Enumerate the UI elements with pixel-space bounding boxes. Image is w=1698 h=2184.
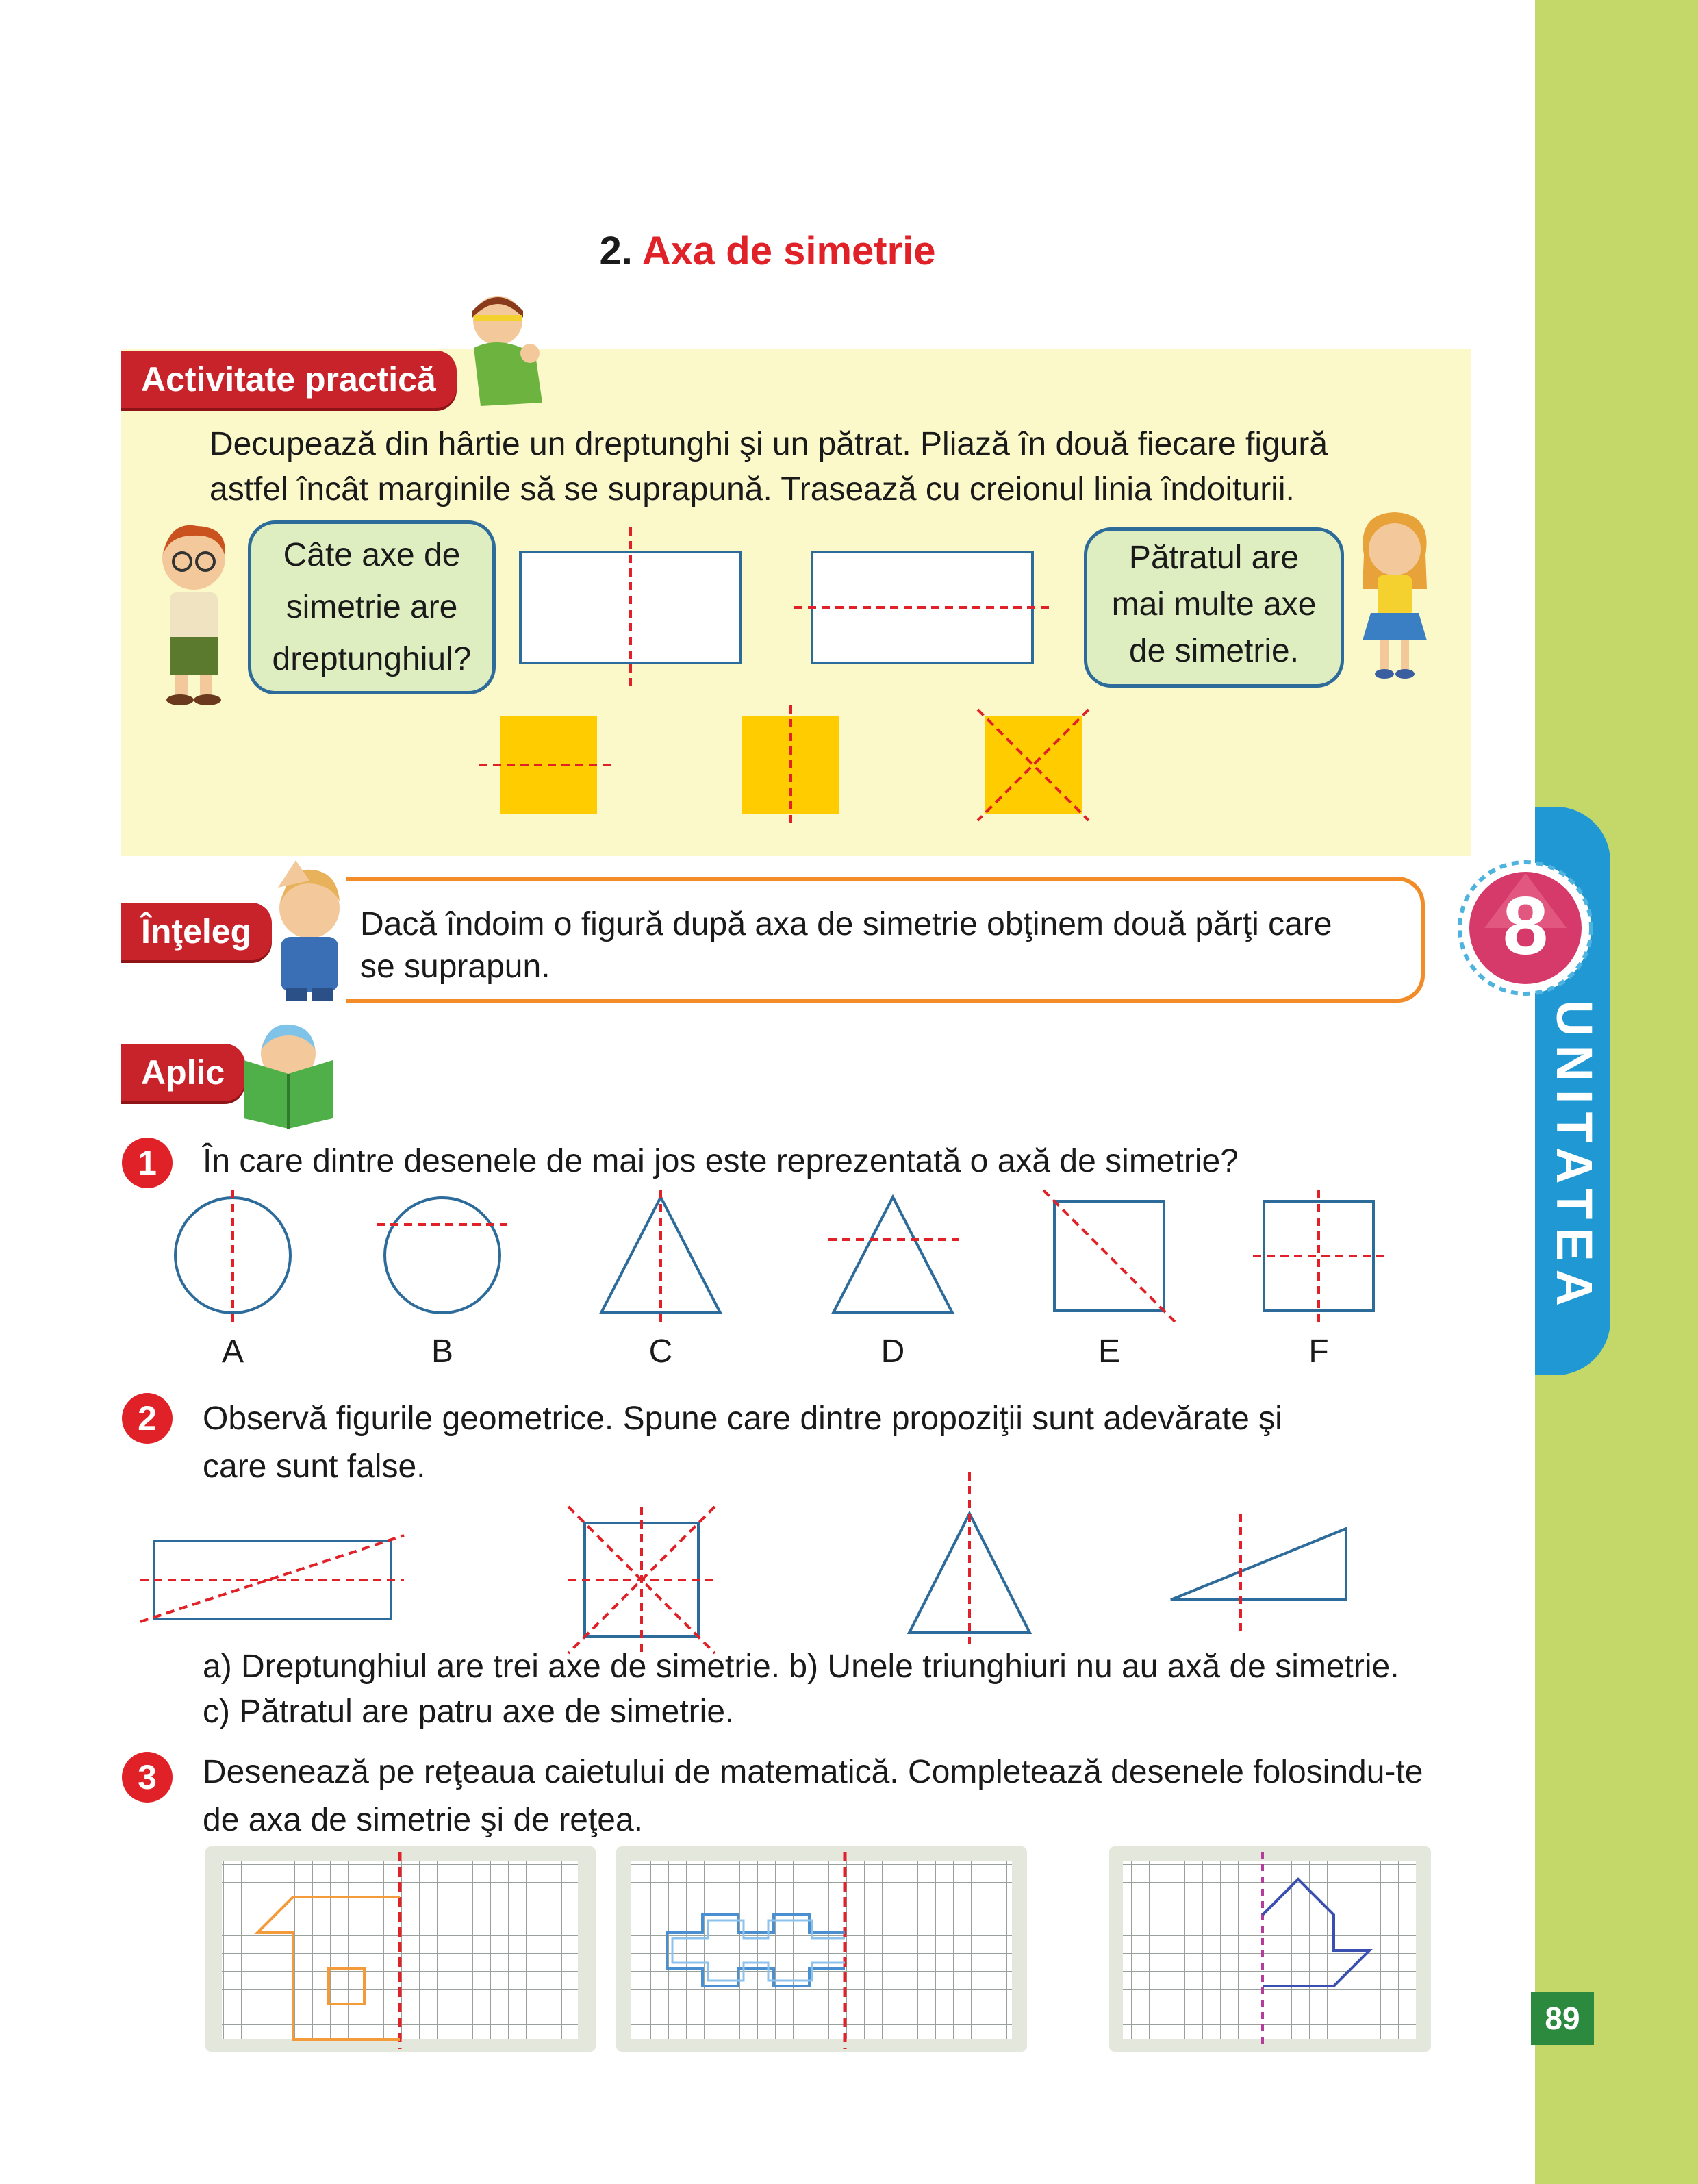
page-number: 89 xyxy=(1531,1992,1594,2045)
label-f: F xyxy=(1308,1333,1329,1370)
exercise-2-statement-2: c) Pătratul are patru axe de simetrie. xyxy=(203,1694,735,1730)
grid-3 xyxy=(1109,1846,1431,2052)
bubble-right-line-3: de simetrie. xyxy=(1128,633,1300,669)
bubble-left-line-2: simetrie are xyxy=(286,589,458,625)
girl-illustration xyxy=(460,293,549,416)
activity-line-1: Decupează din hârtie un dreptunghi şi un pătrat. Pliază în două fiecare figură xyxy=(210,426,1328,462)
exercise-1-number: 1 xyxy=(122,1138,173,1188)
thinking-boy-illustration xyxy=(268,860,351,1004)
label-a: A xyxy=(221,1333,244,1370)
grid-1 xyxy=(205,1846,596,2052)
figure-b-circle xyxy=(385,1198,500,1313)
page-title xyxy=(0,228,1535,274)
exercise-2-figures xyxy=(137,1472,1369,1644)
exercise-2-statement-1: a) Dreptunghiul are trei axe de simetrie. b) Unele triunghiuri nu au axă de simetrie. xyxy=(203,1648,1399,1685)
exercise-3-grids xyxy=(205,1846,1438,2059)
activity-line-2: astfel încât marginile să se suprapună. Trasează cu creionul linia îndoiturii. xyxy=(210,471,1295,507)
exercise-1-figures xyxy=(164,1185,1397,1322)
speech-bubble-left xyxy=(248,520,496,694)
exercise-3-line-2: de axa de simetrie şi de reţea. xyxy=(203,1802,644,1838)
activity-label: Activitate practică xyxy=(121,351,457,408)
unit-label: UNITATEA xyxy=(1546,1000,1603,1315)
label-b: B xyxy=(431,1333,453,1370)
ex2-right-triangle xyxy=(1171,1529,1346,1600)
exercise-2-line-2: care sunt false. xyxy=(203,1448,426,1485)
label-e: E xyxy=(1098,1333,1120,1370)
bubble-left-line-3: dreptunghiul? xyxy=(272,641,472,677)
boy-illustration xyxy=(149,520,238,705)
unit-number-badge xyxy=(1457,859,1594,996)
speech-bubble-right xyxy=(1084,527,1344,688)
exercise-2-number: 2 xyxy=(122,1393,173,1444)
bubble-right-line-1: Pătratul are xyxy=(1128,540,1300,576)
label-c: C xyxy=(648,1333,673,1370)
figure-c-triangle xyxy=(601,1197,720,1313)
title-number: 2. xyxy=(599,229,633,273)
reading-boy-illustration xyxy=(237,1019,340,1122)
figure-d-triangle xyxy=(833,1197,952,1313)
understand-line-1: Dacă îndoim o figură după axa de simetrie obţinem două părţi care xyxy=(360,906,1332,942)
exercise-1-text: În care dintre desenele de mai jos este reprezentată o axă de simetrie? xyxy=(203,1143,1239,1179)
bubble-right-line-2: mai multe axe xyxy=(1111,586,1317,623)
apply-label: Aplic xyxy=(121,1044,245,1101)
figure-e-square xyxy=(1054,1201,1164,1311)
label-d: D xyxy=(880,1333,905,1370)
title-text: Axa de simetrie xyxy=(642,229,936,273)
bubble-left-line-1: Câte axe de xyxy=(283,537,461,573)
activity-rectangles xyxy=(500,527,1048,699)
exercise-2-line-1: Observă figurile geometrice. Spune care dintre propoziţii sunt adevărate şi xyxy=(203,1401,1282,1437)
figure-a-circle xyxy=(175,1198,290,1313)
grid-2 xyxy=(616,1846,1027,2052)
exercise-3-number: 3 xyxy=(122,1752,173,1803)
understand-label: Înţeleg xyxy=(121,903,272,960)
activity-squares xyxy=(479,705,1095,829)
figure-e-axis xyxy=(1043,1190,1175,1322)
unit-number: 8 xyxy=(1502,880,1549,972)
girl-blue-skirt-illustration xyxy=(1350,507,1439,685)
understand-line-2: se suprapun. xyxy=(360,949,550,985)
exercise-3-line-1: Desenează pe reţeaua caietului de matematică. Completează desenele folosindu-te xyxy=(203,1754,1423,1790)
